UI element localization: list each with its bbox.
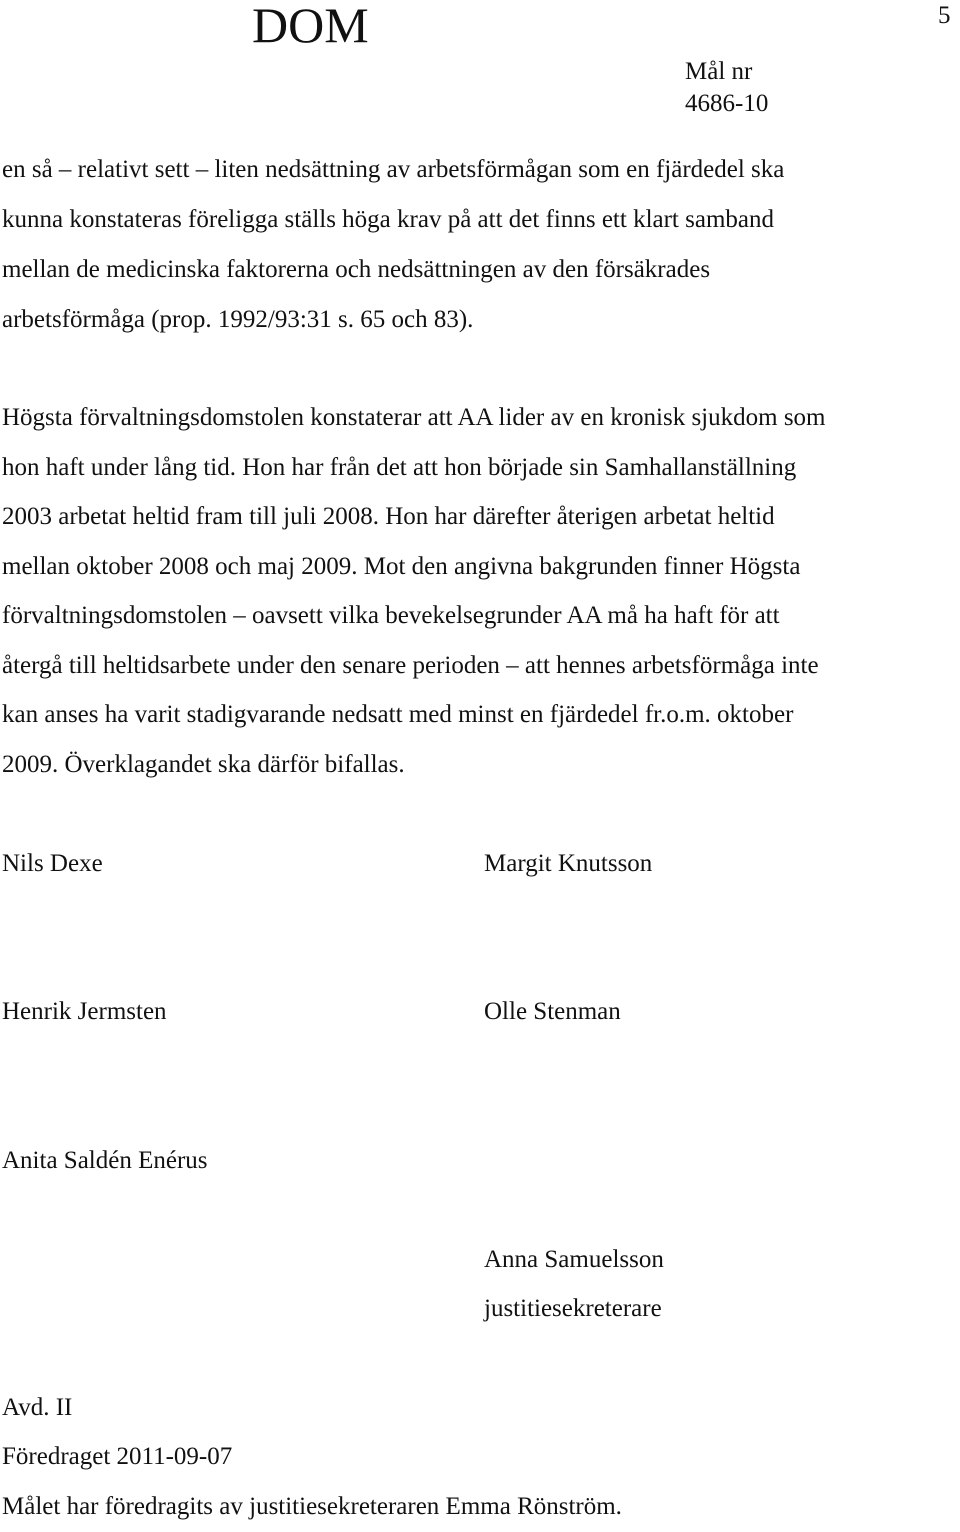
secretary-title: justitiesekreterare xyxy=(484,1295,662,1322)
signature-judge: Nils Dexe xyxy=(2,850,103,877)
text-line: Högsta förvaltningsdomstolen konstaterar att AA lider av en kronisk sjukdom som xyxy=(2,404,826,431)
text-line: arbetsförmåga (prop. 1992/93:31 s. 65 och 83). xyxy=(2,306,474,333)
document-title: DOM xyxy=(252,0,369,53)
case-number: 4686-10 xyxy=(685,90,769,117)
text-line: hon haft under lång tid. Hon har från det att hon började sin Samhallanställning xyxy=(2,454,797,481)
signature-secretary: Anna Samuelsson xyxy=(484,1246,664,1273)
presented-by: Målet har föredragits av justitiesekreteraren Emma Rönström. xyxy=(2,1493,622,1520)
case-label: Mål nr xyxy=(685,58,753,85)
signature-judge: Margit Knutsson xyxy=(484,850,653,877)
text-line: kunna konstateras föreligga ställs höga krav på att det finns ett klart samband xyxy=(2,206,774,233)
page-number: 5 xyxy=(938,2,951,29)
text-line: 2009. Överklagandet ska därför bifallas. xyxy=(2,751,405,778)
text-line: 2003 arbetat heltid fram till juli 2008. Hon har därefter återigen arbetat heltid xyxy=(2,503,775,530)
division: Avd. II xyxy=(2,1394,73,1421)
text-line: mellan de medicinska faktorerna och nedsättningen av den försäkrades xyxy=(2,256,711,283)
signature-judge: Anita Saldén Enérus xyxy=(2,1147,208,1174)
text-line: förvaltningsdomstolen – oavsett vilka bevekelsegrunder AA må ha haft för att xyxy=(2,602,780,629)
signature-judge: Henrik Jermsten xyxy=(2,998,167,1025)
text-line: mellan oktober 2008 och maj 2009. Mot den angivna bakgrunden finner Högsta xyxy=(2,553,801,580)
presented-date: Föredraget 2011-09-07 xyxy=(2,1443,233,1470)
text-line: kan anses ha varit stadigvarande nedsatt med minst en fjärdedel fr.o.m. oktober xyxy=(2,701,794,728)
signature-judge: Olle Stenman xyxy=(484,998,621,1025)
text-line: återgå till heltidsarbete under den senare perioden – att hennes arbetsförmåga inte xyxy=(2,652,819,679)
text-line: en så – relativt sett – liten nedsättning av arbetsförmågan som en fjärdedel ska xyxy=(2,156,785,183)
